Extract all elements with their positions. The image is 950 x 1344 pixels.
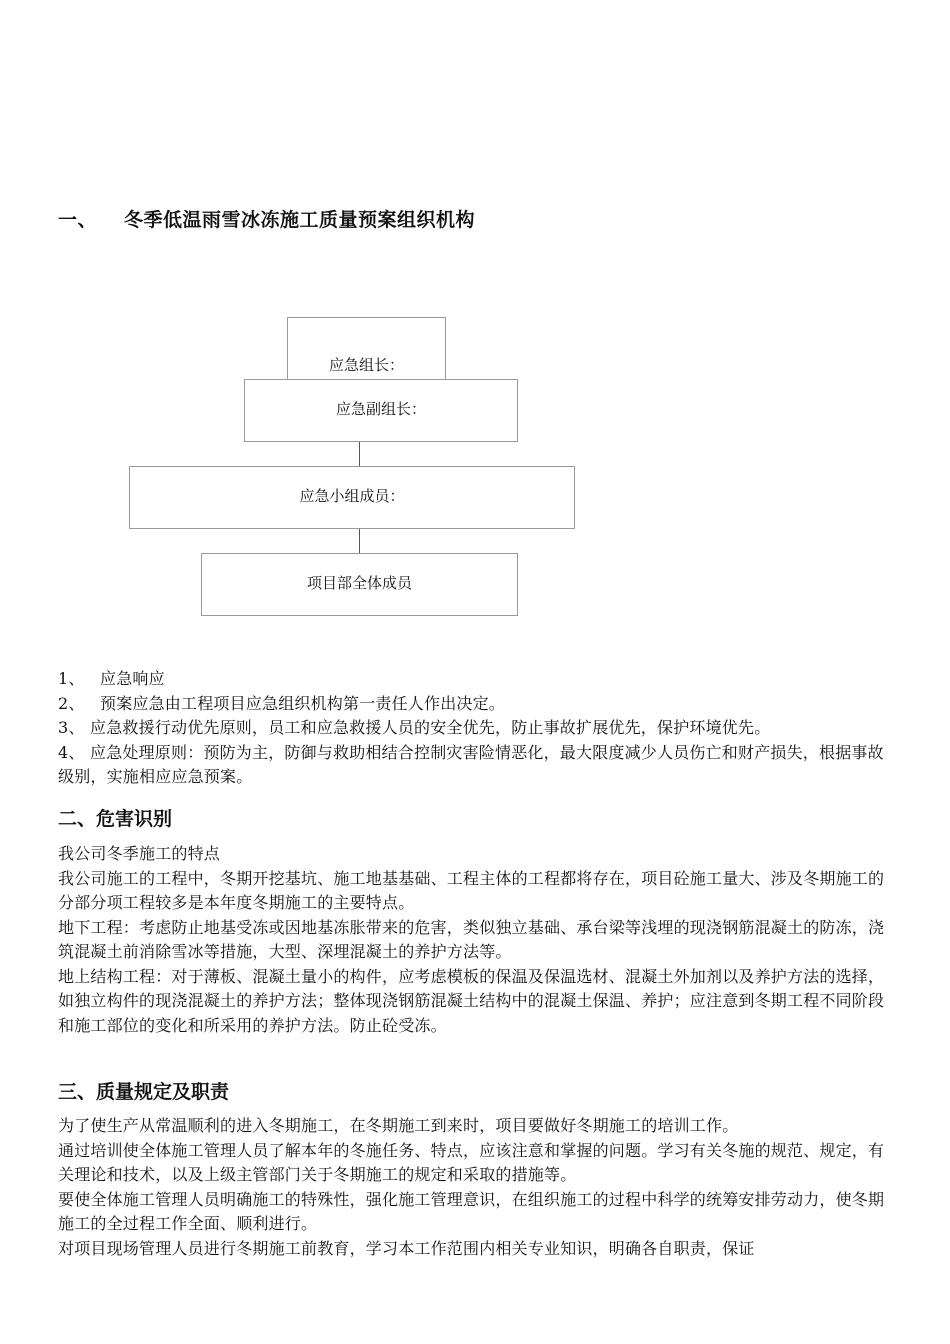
list-item: 4、 应急处理原则：预防为主，防御与救助相结合控制灾害险情恶化，最大限度减少人员伤亡和财产损失，根据事故级别，实施相应应急预案。 (58, 742, 884, 786)
org-leader-label: 应急组长： (328, 356, 404, 374)
org-box-all-staff (201, 553, 518, 616)
response-list (58, 667, 898, 790)
paragraph: 对项目现场管理人员进行冬期施工前教育，学习本工作范围内相关专业知识，明确各自职责，保证 (58, 1238, 755, 1258)
paragraph: 地下工程：考虑防止地基受冻或因地基冻胀带来的危害，类似独立基础、承台梁等浅埋的现浇钢筋混凝土的防冻，浇筑混凝土前消除雪冰等措施，大型、深埋混凝土的养护方法等。 (58, 917, 885, 961)
paragraph: 地上结构工程：对于薄板、混凝土量小的构件，应考虑模板的保温及保温选材、混凝土外加剂以及养护方法的选择，如独立构件的现浇混凝土的养护方法；整体现浇钢筋混凝土结构中的混凝土保温、养护；应注意到冬期工程不同阶段和施工部位的变化和所采用的养护方法。防止砼受冻。 (58, 966, 885, 1035)
list-item: 2、 预案应急由工程项目应急组织机构第一责任人作出决定。 (58, 693, 506, 713)
section-1-title: 冬季低温雨雪冰冻施工质量预案组织机构 (124, 209, 476, 231)
org-box-members (129, 466, 575, 529)
list-item: 1、 应急响应 (58, 669, 165, 688)
paragraph: 通过培训使全体施工管理人员了解本年的冬施任务、特点，应该注意和掌握的问题。学习有关冬施的规范、规定，有关理论和技术，以及上级主管部门关于冬期施工的规定和采取的措施等。 (58, 1140, 885, 1184)
connector-line (359, 528, 360, 554)
paragraph: 我公司施工的工程中，冬期开挖基坑、施工地基基础、工程主体的工程都将存在，项目砼施工量大、涉及冬期施工的分部分项工程较多是本年度冬期施工的主要特点。 (58, 868, 885, 912)
org-all-staff-label: 项目部全体成员 (306, 574, 412, 592)
section-3-body (58, 1114, 898, 1261)
section-3-heading: 三、质量规定及职责 (58, 1081, 230, 1103)
section-2-heading: 二、危害识别 (58, 808, 173, 830)
org-box-deputy (244, 379, 518, 442)
section-1-number: 一、 (58, 209, 98, 231)
list-item: 3、 应急救援行动优先原则，员工和应急救援人员的安全优先，防止事故扩展优先，保护环境优先。 (58, 718, 771, 737)
org-deputy-label: 应急副组长： (335, 400, 426, 418)
section-2-body (58, 842, 898, 1038)
connector-line (359, 441, 360, 467)
paragraph: 我公司冬季施工的特点 (58, 844, 221, 863)
org-members-label: 应急小组成员： (299, 487, 405, 505)
section-1-heading (58, 205, 475, 232)
paragraph: 为了使生产从常温顺利的进入冬期施工，在冬期施工到来时，项目要做好冬期施工的培训工作。 (58, 1116, 739, 1135)
paragraph: 要使全体施工管理人员明确施工的特殊性，强化施工管理意识，在组织施工的过程中科学的统筹安排劳动力，使冬期施工的全过程工作全面、顺利进行。 (58, 1189, 885, 1233)
